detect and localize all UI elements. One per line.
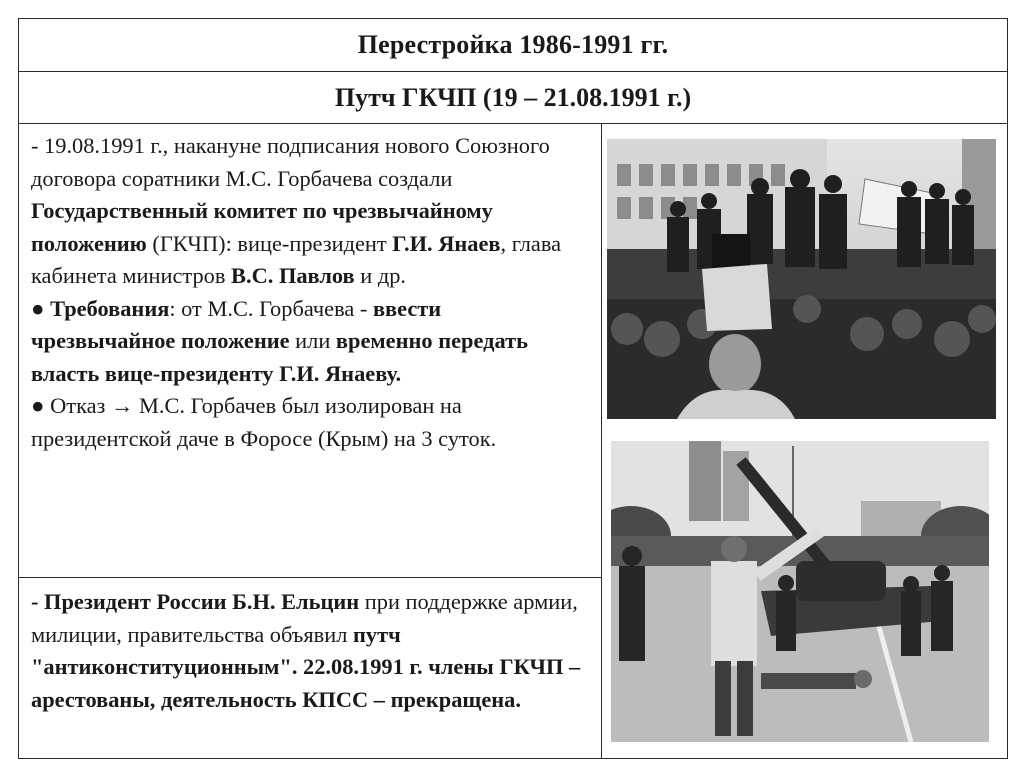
slide-title (18, 18, 1008, 72)
putsch-outcome: путч "антиконституционным". 22.08.1991 г. члены ГКЧП – арестованы, деятельность КПСС – прекращена. (31, 621, 581, 712)
yeltsin-text: при поддержке армии, милиции, правительства объявил (31, 589, 578, 647)
p1-text: - 19.08.1991 г., накануне подписания нового Союзного договора соратники М.С. Горбачева создали (31, 133, 550, 191)
title-text: Перестройка 1986-1991 гг. (357, 30, 669, 59)
gkchp-creation-cell (18, 123, 602, 578)
gkchp-name: Государственный комитет по чрезвычайному положению (31, 198, 493, 256)
slide-subtitle (18, 71, 1008, 124)
demands-label: Требования (50, 295, 170, 321)
demands-or: или (289, 328, 336, 353)
demand-emergency: ввести чрезвычайное положение (31, 295, 442, 353)
p1-text-2: (ГКЧП): вице-президент (146, 230, 393, 256)
photo-yeltsin-svg (607, 139, 996, 419)
photo-tank-svg (611, 441, 989, 742)
p1-text-3: , глава кабинета министров (31, 230, 562, 288)
photo-yeltsin-on-tank (607, 139, 996, 419)
yanaev-name: Г.И. Янаев (392, 230, 501, 256)
p1-text-4: и др. (354, 263, 407, 288)
refusal-text: ● Отказ → М.С. Горбачев был изолирован на президентской даче в Форосе (Крым) на 3 суток. (31, 393, 497, 451)
subtitle-text: Путч ГКЧП (19 – 21.08.1991 г.) (334, 82, 692, 112)
yeltsin-name: - Президент России Б.Н. Ельцин (31, 589, 360, 614)
bullet-demands: ● (31, 295, 51, 321)
yeltsin-response-cell (18, 577, 602, 759)
photo-tank-street (611, 441, 989, 742)
demand-transfer: временно передать власть вице-президенту Г.И. Янаеву. (31, 328, 528, 386)
pavlov-name: В.С. Павлов (231, 263, 355, 288)
demands-text: : от М.С. Горбачева - (169, 295, 373, 321)
